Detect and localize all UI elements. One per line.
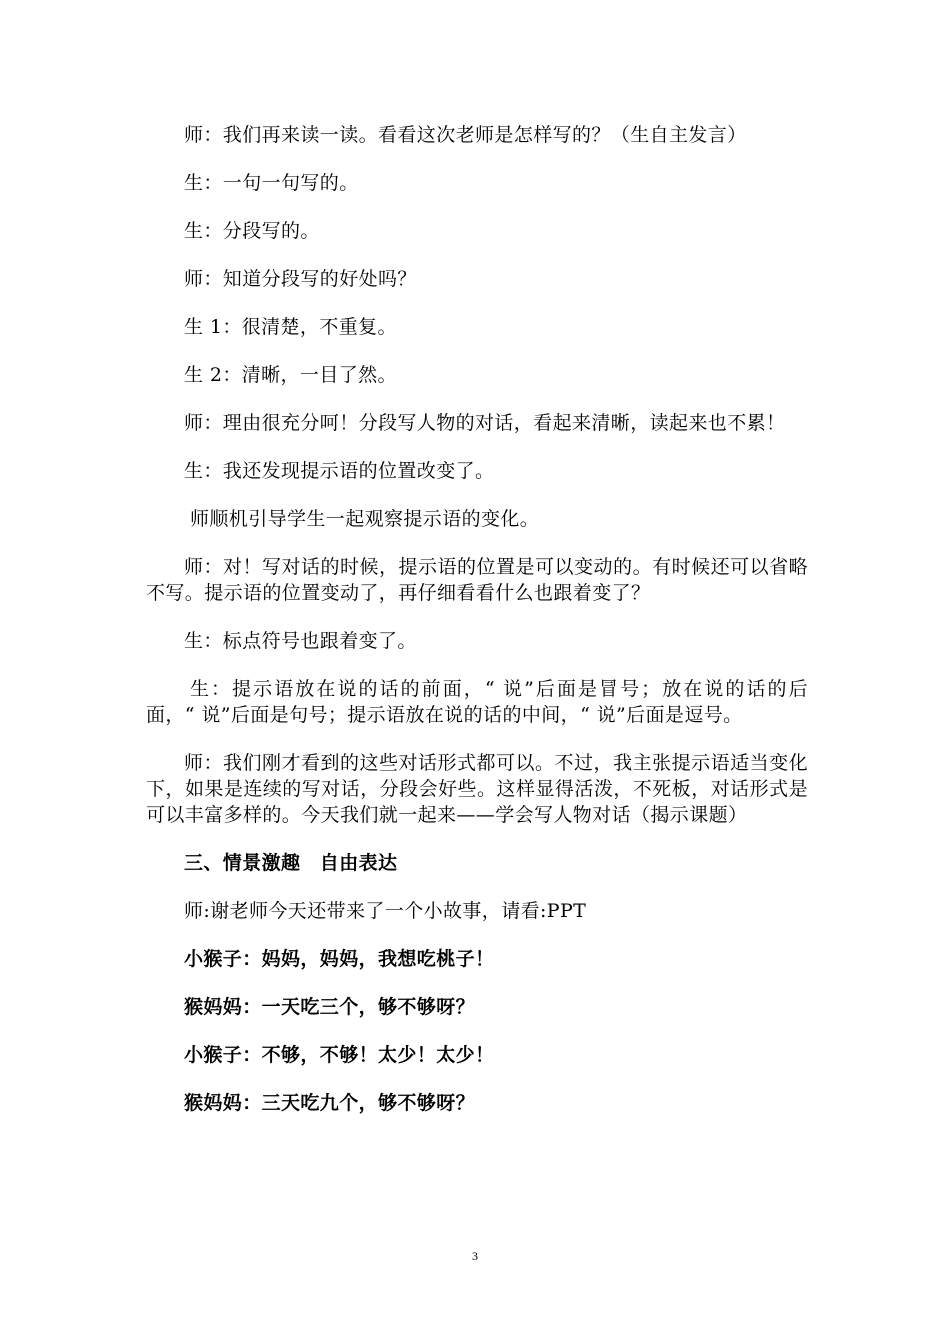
- paragraph: 生：标点符号也跟着变了。: [184, 630, 417, 652]
- paragraph: 生：一句一句写的。: [184, 172, 359, 194]
- paragraph: 生：我还发现提示语的位置改变了。: [184, 460, 495, 482]
- section-heading: 三、情景激趣 自由表达: [184, 852, 398, 874]
- dialogue-line: 小猴子：妈妈，妈妈，我想吃桃子！: [184, 948, 495, 970]
- dialogue-line: 小猴子：不够，不够！太少！太少！: [184, 1044, 495, 1066]
- paragraph: 师：理由很充分呵！分段写人物的对话，看起来清晰，读起来也不累！: [184, 412, 786, 434]
- page-number: 3: [472, 1249, 478, 1263]
- paragraph: 师：知道分段写的好处吗？: [184, 268, 417, 290]
- paragraph: 师：我们再来读一读。看看这次老师是怎样写的？（生自主发言）: [184, 124, 747, 146]
- paragraph: 师顺机引导学生一起观察提示语的变化。: [190, 508, 540, 530]
- paragraph: 师：我们刚才看到的这些对话形式都可以。不过，我主张提示语适当变化下，如果是连续的写对话，分段会好些。这样显得活泼，不死板，对话形式是可以丰富多样的。今天我们就一起来——学会写人物对话（揭示课题）: [146, 752, 808, 826]
- paragraph: 生：提示语放在说的话的前面，“ 说”后面是冒号；放在说的话的后面，“ 说”后面是句号；提示语放在说的话的中间，“ 说”后面是逗号。: [146, 678, 808, 726]
- paragraph: 生 2：清晰，一目了然。: [184, 364, 397, 386]
- paragraph: 生 1：很清楚，不重复。: [184, 316, 397, 338]
- document-body: [146, 122, 808, 1138]
- paragraph: 师:谢老师今天还带来了一个小故事，请看:PPT: [184, 900, 587, 922]
- dialogue-line: 猴妈妈：三天吃九个，够不够呀？: [184, 1092, 476, 1114]
- paragraph: 生：分段写的。: [184, 220, 320, 242]
- paragraph: 师：对！写对话的时候，提示语的位置是可以变动的。有时候还可以省略不写。提示语的位置变动了，再仔细看看什么也跟着变了？: [146, 556, 808, 604]
- dialogue-line: 猴妈妈：一天吃三个，够不够呀？: [184, 996, 476, 1018]
